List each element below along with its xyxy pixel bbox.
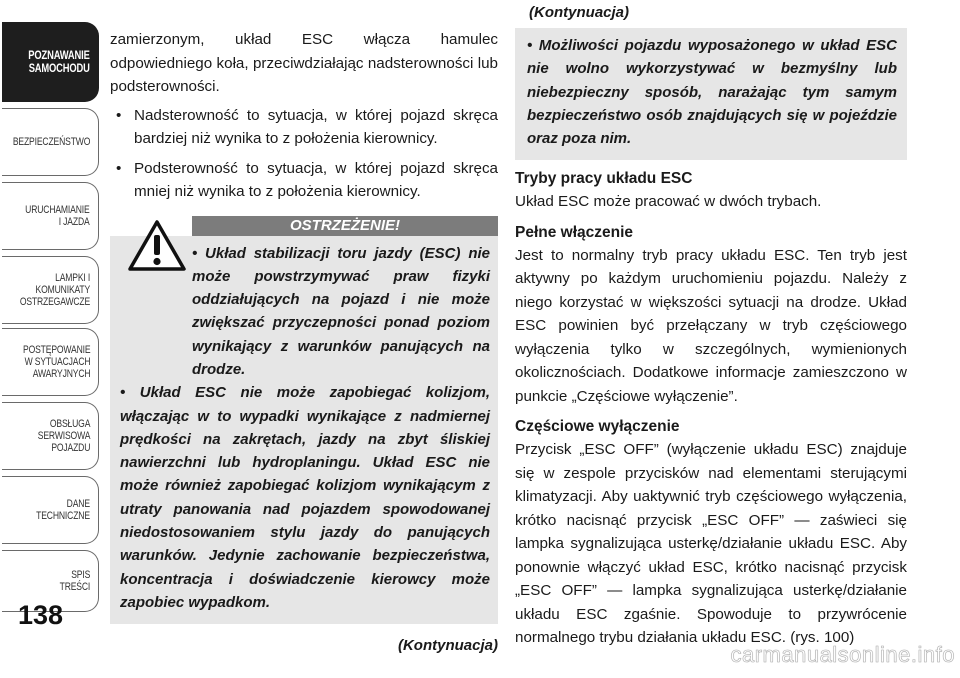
warning-paragraph: • Układ ESC nie może zapobiegać kolizjom, włączając w to wypadki wynikające z nadmiernej prędkości na zakrętach, jazdy na zbyt śliskiej nawierzchni lub hydroplaningu. Układ ESC nie może również zapobiegać kolizjom wynikającym z utraty panowania nad pojazdem spowodowanej niedostosowaniem stylu jazdy do panujących warunków. Jedynie zachowanie bezpieczeństwa, koncentracja i doświadczenie kierowcy może zapobiec wypadkom.	[120, 384, 490, 611]
list-item: • Podsterowność to sytuacja, w której pojazd skręca mniej niż wynika to z położenia kierownicy.	[110, 157, 498, 204]
steering-definitions-list	[110, 104, 498, 204]
warning-box	[110, 216, 498, 625]
warning-continuation-box	[515, 28, 907, 160]
sidebar-tab-uruchamianie-i-jazda[interactable]	[2, 182, 99, 250]
esc-modes-paragraph: Układ ESC może pracować w dwóch trybach.	[515, 193, 822, 211]
warning-paragraph: • Możliwości pojazdu wyposażonego w układ ESC nie wolno wykorzystywać w bezmyślny lub niebezpieczny sposób, narażając tym samym bezpieczeństwo osób znajdujących się w pojeździe oraz poza nim.	[527, 37, 897, 148]
sidebar-tab-label: DANE TECHNICZNE	[36, 498, 90, 522]
section-heading-full-on: Pełne włączenie	[515, 223, 634, 241]
sidebar-tab-label: SPIS TREŚCI	[59, 569, 90, 593]
sidebar-tab-bezpieczenstwo[interactable]	[2, 108, 99, 176]
list-item: • Nadsterowność to sytuacja, w której pojazd skręca bardziej niż wynika to z położenia kierownicy.	[110, 104, 498, 151]
continued-label: (Kontynuacja)	[397, 637, 498, 655]
watermark: carmanualsonline.info	[730, 642, 955, 667]
warning-header: OSTRZEŻENIE!	[192, 216, 498, 236]
sidebar-tab-label: URUCHAMIANIE I JAZDA	[25, 204, 90, 228]
section-heading-esc-modes: Tryby pracy układu ESC	[515, 170, 693, 188]
warning-triangle-icon	[128, 220, 186, 272]
sidebar-tab-label: POSTĘPOWANIE W SYTUACJACH AWARYJNYCH	[22, 344, 90, 380]
sidebar-tab-obsluga-serwisowa[interactable]	[2, 402, 99, 470]
page-number: 138	[18, 600, 64, 630]
sidebar-tab-label: POZNAWANIE SAMOCHODU	[28, 48, 91, 75]
partial-off-paragraph: Przycisk „ESC OFF” (wyłączenie układu ESC) znajduje się w zespole przycisków nad elementami sterującymi klimatyzacji. Aby uaktywnić tryb częściowego wyłączenia, krótko nacisnąć przycisk „ESC OFF” — zaświeci się lampka sygnalizująca usterkę/działanie układu ESC. Aby ponownie włączyć układ ESC, krótko nacisnąć przycisk „ESC OFF” — lampka sygnalizująca usterkę/działanie układu ESC zgaśnie. Spowoduje to przywrócenie normalnego trybu działania układu ESC. (rys. 100)	[515, 441, 907, 647]
full-on-paragraph: Jest to normalny tryb pracy układu ESC. Ten tryb jest aktywny po każdym uruchomieniu pojazdu. Należy z niego korzystać w większości sytuacji na drodze. Układ ESC powinien być przełączany w tryb częściowego wyłączenia tylko w szczególnych, wymienionych okolicznościach. Dodatkowe informacje zamieszczono w punkcie „Częściowe wyłączenie”.	[515, 246, 907, 405]
sidebar-tab-dane-techniczne[interactable]	[2, 476, 99, 544]
sidebar-tab-poznawanie-samochodu[interactable]	[2, 22, 99, 102]
warning-body	[110, 236, 498, 625]
sidebar-tab-postepowanie-awaryjne[interactable]	[2, 328, 99, 396]
intro-paragraph: zamierzonym, układ ESC włącza hamulec odpowiedniego koła, przeciwdziałając nadsterowności lub podsterowności.	[110, 31, 498, 95]
sidebar-tab-label: OBSŁUGA SERWISOWA POJAZDU	[37, 418, 90, 454]
sidebar-tab-label: LAMPKI I KOMUNIKATY OSTRZEGAWCZE	[19, 272, 90, 308]
chapter-sidebar	[0, 0, 104, 678]
left-column	[110, 0, 498, 658]
right-column	[515, 0, 907, 650]
sidebar-tab-label: BEZPIECZEŃSTWO	[12, 136, 90, 148]
sidebar-tab-lampki-i-komunikaty[interactable]	[2, 256, 99, 324]
warning-paragraph: • Układ stabilizacji toru jazdy (ESC) nie może powstrzymywać praw fizyki oddziałujących na pojazd i nie może zwiększać przyczepności ponad poziom wynikający z warunków panujących na drodze.	[192, 244, 490, 378]
continued-label: (Kontynuacja)	[529, 4, 630, 21]
section-heading-partial-off: Częściowe wyłączenie	[515, 418, 680, 436]
